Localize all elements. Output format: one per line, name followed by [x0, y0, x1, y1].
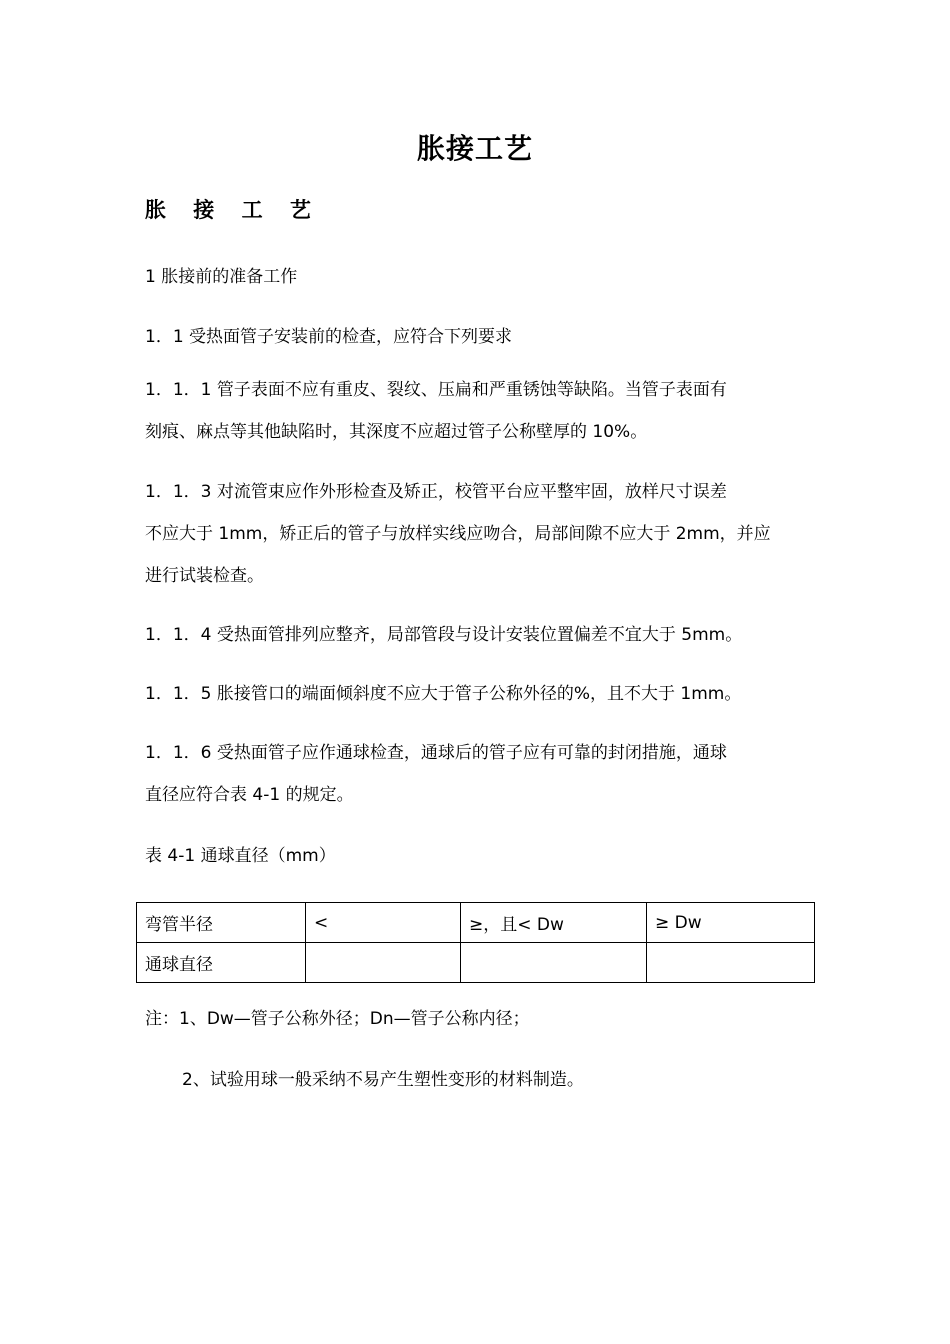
paragraph-1-1-6	[145, 732, 810, 816]
table-cell: ≥，且< Dw	[461, 903, 647, 943]
table-cell	[306, 943, 461, 983]
paragraph-line: 1．1．4 受热面管排列应整齐，局部管段与设计安装位置偏差不宜大于 5mm。	[145, 625, 743, 645]
table-row	[137, 903, 815, 943]
table-cell: 弯管半径	[137, 903, 306, 943]
table-cell: ≥ Dw	[647, 903, 815, 943]
paragraph-1-1-3	[145, 471, 810, 597]
paragraph-1-1-5	[145, 673, 810, 715]
section-heading: 胀 接 工 艺	[145, 198, 321, 222]
paragraph-line: 不应大于 1mm，矫正后的管子与放样实线应吻合，局部间隙不应大于 2mm，并应	[145, 524, 771, 544]
paragraph-line: 1．1．1 管子表面不应有重皮、裂纹、压扁和严重锈蚀等缺陷。当管子表面有	[145, 380, 727, 400]
section-1-text: 1 胀接前的准备工作	[145, 267, 298, 287]
paragraph-1-1-4	[145, 614, 810, 656]
ball-diameter-table	[136, 902, 815, 983]
table-cell	[461, 943, 647, 983]
table-cell: 通球直径	[137, 943, 306, 983]
table-row	[137, 943, 815, 983]
page-title: 胀接工艺	[416, 132, 533, 165]
paragraph-line: 1．1．6 受热面管子应作通球检查，通球后的管子应有可靠的封闭措施，通球	[145, 743, 727, 763]
table-caption: 表 4-1 通球直径（mm）	[145, 846, 336, 866]
paragraph-line: 1．1．3 对流管束应作外形检查及矫正，校管平台应平整牢固，放样尺寸误差	[145, 482, 727, 502]
section-1-1-text: 1．1 受热面管子安装前的检查，应符合下列要求	[145, 327, 513, 347]
paragraph-line: 刻痕、麻点等其他缺陷时，其深度不应超过管子公称壁厚的 10%。	[145, 422, 648, 442]
paragraph-line: 1．1．5 胀接管口的端面倾斜度不应大于管子公称外径的%，且不大于 1mm。	[145, 684, 742, 704]
table-cell: <	[306, 903, 461, 943]
paragraph-line: 直径应符合表 4-1 的规定。	[145, 785, 354, 805]
section-1-heading	[145, 256, 810, 298]
note-1: 注：1、Dw—管子公称外径；Dn—管子公称内径；	[145, 1009, 530, 1029]
section-1-1-heading	[145, 316, 810, 358]
note-2: 2、试验用球一般采纳不易产生塑性变形的材料制造。	[182, 1070, 584, 1090]
paragraph-line: 进行试装检查。	[145, 566, 264, 586]
table-cell	[647, 943, 815, 983]
paragraph-1-1-1	[145, 369, 810, 453]
